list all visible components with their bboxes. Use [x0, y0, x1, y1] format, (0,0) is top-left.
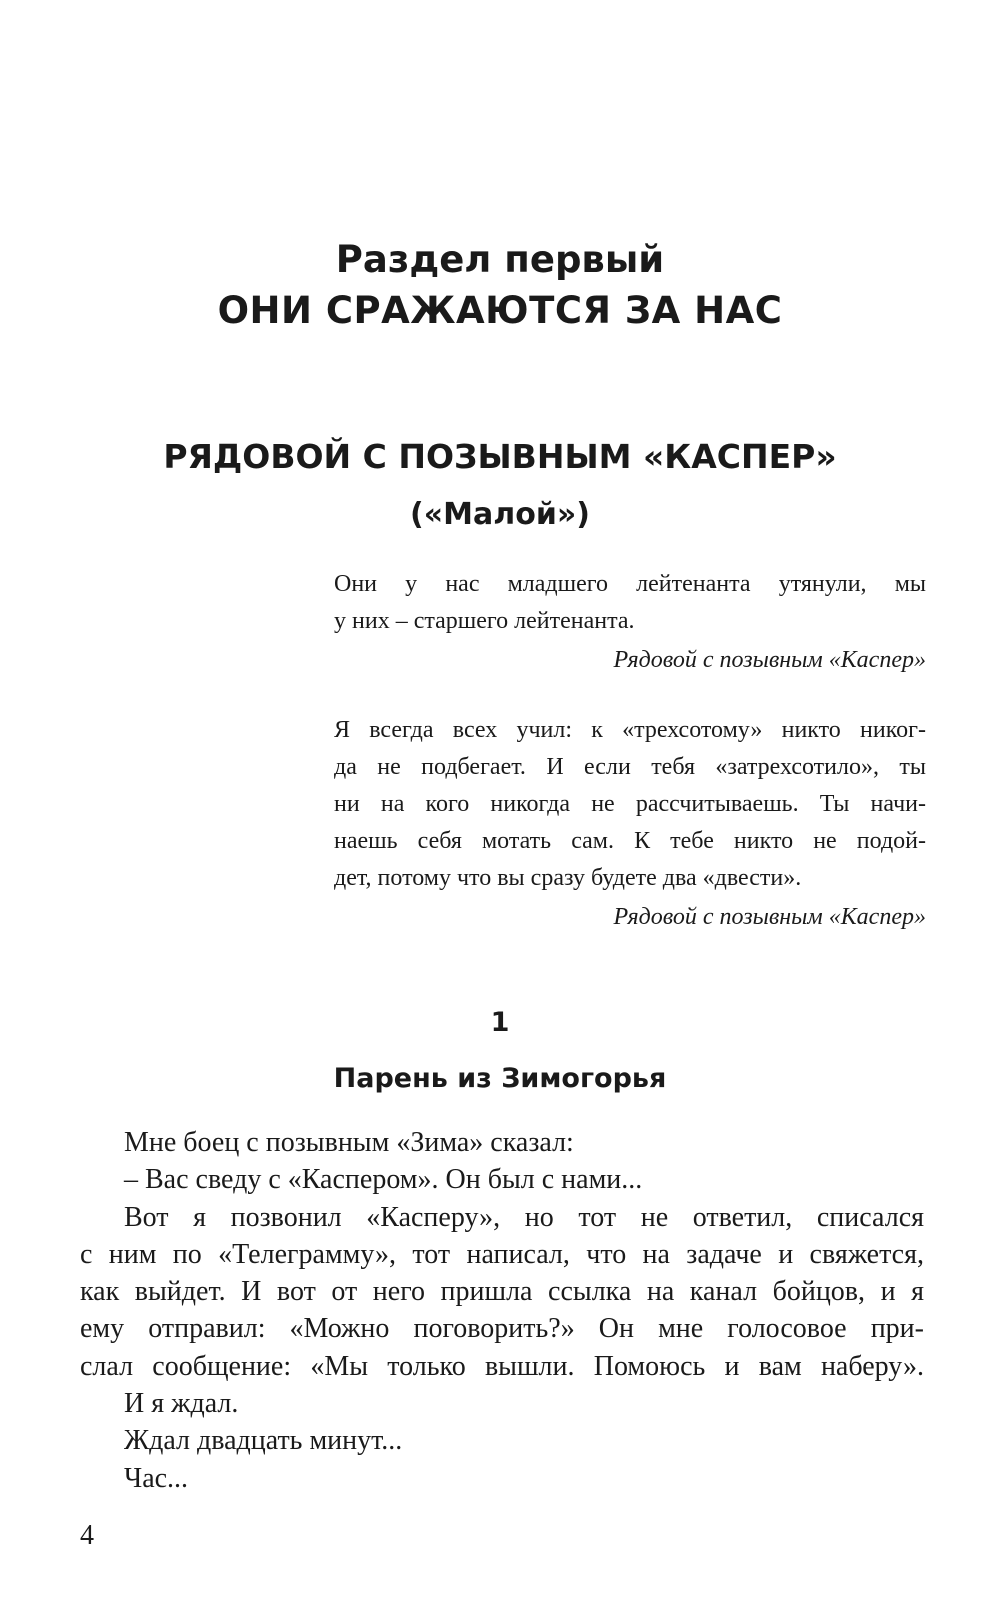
- body-line: Вот я позвонил «Касперу», но тот не ответил, списался: [124, 1201, 924, 1233]
- body-line: Час...: [124, 1462, 189, 1494]
- body-text: [80, 1124, 924, 1497]
- section-title: ОНИ СРАЖАЮТСЯ ЗА НАС: [217, 289, 783, 332]
- epigraph-line: да не подбегает. И если тебя «затрехсотило», ты: [334, 754, 926, 780]
- epigraph-line: Я всегда всех учил: к «трехсотому» никто никог-: [334, 717, 926, 743]
- body-line: – Вас сведу с «Каспером». Он был с нами...: [124, 1164, 643, 1196]
- epigraph-attribution: Рядовой с позывным «Каспер»: [613, 904, 926, 930]
- epigraph-line: ни на кого никогда не рассчитываешь. Ты начи-: [334, 791, 926, 817]
- epigraph-2: [334, 712, 926, 936]
- body-line: ему отправил: «Можно поговорить?» Он мне голосовое при-: [80, 1313, 924, 1345]
- chapter-title: РЯДОВОЙ С ПОЗЫВНЫМ «КАСПЕР»: [163, 437, 837, 476]
- epigraph-1: [334, 566, 926, 679]
- chapter-subtitle: («Малой»): [410, 497, 590, 532]
- body-line: И я ждал.: [124, 1388, 239, 1420]
- epigraph-line: у них – старшего лейтенанта.: [334, 608, 635, 634]
- body-line: слал сообщение: «Мы только вышли. Помоюсь и вам наберу».: [80, 1350, 924, 1382]
- body-line: Мне боец с позывным «Зима» сказал:: [124, 1127, 574, 1158]
- body-line: с ним по «Телеграмму», тот написал, что на задаче и свяжется,: [80, 1238, 924, 1270]
- body-line: Ждал двадцать минут...: [124, 1425, 403, 1457]
- epigraph-line: Они у нас младшего лейтенанта утянули, мы: [334, 571, 926, 597]
- part-title: Парень из Зимогорья: [333, 1063, 667, 1094]
- part-number: 1: [490, 1007, 510, 1038]
- section-label: Раздел первый: [335, 238, 665, 281]
- epigraph-line: дет, потому что вы сразу будете два «двести».: [334, 865, 802, 891]
- body-line: как выйдет. И вот от него пришла ссылка на канал бойцов, и я: [80, 1276, 924, 1308]
- epigraph-attribution: Рядовой с позывным «Каспер»: [613, 647, 926, 673]
- page-number: 4: [80, 1520, 94, 1551]
- epigraph-line: наешь себя мотать сам. К тебе никто не подой-: [334, 828, 926, 854]
